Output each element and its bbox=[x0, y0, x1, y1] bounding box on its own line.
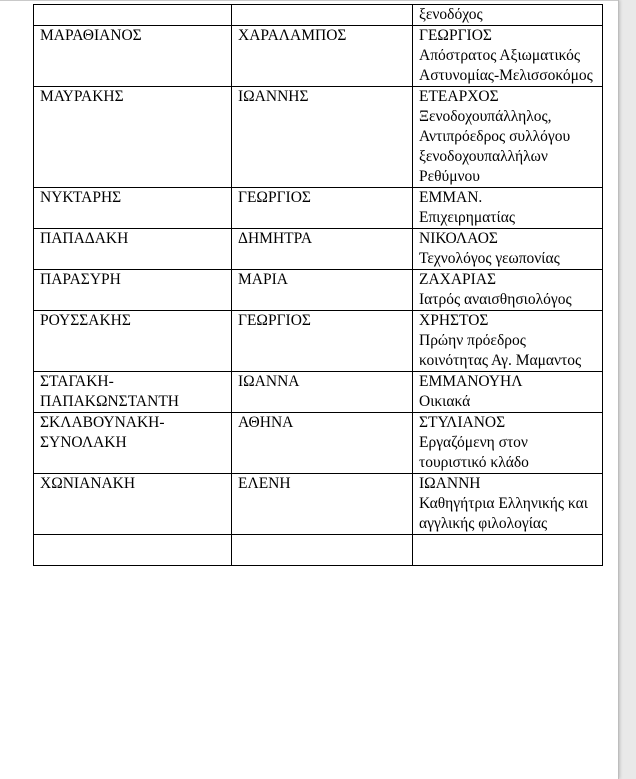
surname-cell bbox=[34, 188, 232, 229]
first-name-cell bbox=[232, 5, 413, 26]
occupation-text: Απόστρατος Αξιωματικός Αστυνομίας-Μελισσοκόμος bbox=[419, 47, 593, 84]
first-name-cell bbox=[232, 474, 413, 535]
father-name-text: ΕΜΜΑΝ. bbox=[419, 189, 483, 206]
table-row-partial bbox=[34, 535, 603, 566]
surname-text: ΠΑΠΑΔΑΚΗ bbox=[40, 230, 129, 247]
occupation-text: Τεχνολόγος γεωπονίας bbox=[419, 250, 560, 267]
first-name-cell bbox=[232, 372, 413, 413]
first-name-text: ΔΗΜΗΤΡΑ bbox=[238, 230, 313, 247]
father-occupation-cell bbox=[413, 26, 603, 87]
first-name-cell bbox=[232, 270, 413, 311]
first-name-text: ΑΘΗΝΑ bbox=[238, 414, 294, 431]
table-row bbox=[34, 229, 603, 270]
father-name-text: ΖΑΧΑΡΙΑΣ bbox=[419, 271, 497, 288]
surname-cell bbox=[34, 26, 232, 87]
first-name-text: ΙΩΑΝΝΗΣ bbox=[238, 88, 309, 105]
father-occupation-cell bbox=[413, 87, 603, 188]
table-row bbox=[34, 5, 603, 26]
surname-text: ΜΑΡΑΘΙΑΝΟΣ bbox=[40, 27, 142, 44]
father-name-text: ΓΕΩΡΓΙΟΣ bbox=[419, 27, 492, 44]
occupation-text: Ξενοδοχουπάλληλος, Αντιπρόεδρος συλλόγου ξενοδοχουπαλλήλων Ρεθύμνου bbox=[419, 108, 571, 185]
surname-cell bbox=[34, 474, 232, 535]
father-occupation-cell bbox=[413, 188, 603, 229]
surname-cell bbox=[34, 413, 232, 474]
surname-text: ΜΑΥΡΑΚΗΣ bbox=[40, 88, 124, 105]
occupation-text: Καθηγήτρια Ελληνικής και αγγλικής φιλολογίας bbox=[419, 495, 588, 532]
table-row bbox=[34, 474, 603, 535]
table-row bbox=[34, 311, 603, 372]
page-top-rule bbox=[0, 0, 618, 1]
candidates-table bbox=[33, 4, 603, 566]
surname-cell bbox=[34, 372, 232, 413]
father-occupation-cell bbox=[413, 311, 603, 372]
first-name-text: ΙΩΑΝΝΑ bbox=[238, 373, 300, 390]
table-row bbox=[34, 188, 603, 229]
father-name-text: ΧΡΗΣΤΟΣ bbox=[419, 312, 489, 329]
occupation-text: Πρώην πρόεδρος κοινότητας Αγ. Μαμαντος bbox=[419, 332, 582, 369]
first-name-text: ΓΕΩΡΓΙΟΣ bbox=[238, 189, 311, 206]
first-name-cell bbox=[232, 26, 413, 87]
table-row bbox=[34, 372, 603, 413]
occupation-text: Οικιακά bbox=[419, 393, 471, 410]
surname-text: ΝΥΚΤΑΡΗΣ bbox=[40, 189, 122, 206]
first-name-cell bbox=[232, 311, 413, 372]
first-name-text: ΕΛΕΝΗ bbox=[238, 475, 291, 492]
surname-cell bbox=[34, 535, 232, 566]
occupation-text: Εργαζόμενη στον τουριστικό κλάδο bbox=[419, 434, 529, 471]
father-occupation-cell bbox=[413, 535, 603, 566]
father-occupation-cell bbox=[413, 413, 603, 474]
surname-cell bbox=[34, 311, 232, 372]
table-row bbox=[34, 87, 603, 188]
first-name-cell bbox=[232, 535, 413, 566]
first-name-text: ΧΑΡΑΛΑΜΠΟΣ bbox=[238, 27, 347, 44]
occupation-text: Ιατρός αναισθησιολόγος bbox=[419, 291, 572, 308]
surname-text: ΠΑΡΑΣΥΡΗ bbox=[40, 271, 121, 288]
surname-cell bbox=[34, 5, 232, 26]
surname-cell bbox=[34, 270, 232, 311]
surname-text: ΡΟΥΣΣΑΚΗΣ bbox=[40, 312, 131, 329]
table-row bbox=[34, 270, 603, 311]
first-name-text: ΓΕΩΡΓΙΟΣ bbox=[238, 312, 311, 329]
first-name-cell bbox=[232, 413, 413, 474]
father-name-text: ΕΤΕΑΡΧΟΣ bbox=[419, 88, 499, 105]
father-name-text: ΕΜΜΑΝΟΥΗΛ bbox=[419, 373, 523, 390]
occupation-text: ξενοδόχος bbox=[419, 6, 483, 23]
table-row bbox=[34, 26, 603, 87]
father-name-text: ΝΙΚΟΛΑΟΣ bbox=[419, 230, 498, 247]
table-row bbox=[34, 413, 603, 474]
father-name-text: ΣΤΥΛΙΑΝΟΣ bbox=[419, 414, 506, 431]
surname-text: ΣΤΑΓΑΚΗ-ΠΑΠΑΚΩΝΣΤΑΝΤΗ bbox=[40, 373, 179, 410]
first-name-text: ΜΑΡΙΑ bbox=[238, 271, 288, 288]
first-name-cell bbox=[232, 229, 413, 270]
father-occupation-cell bbox=[413, 5, 603, 26]
father-occupation-cell bbox=[413, 474, 603, 535]
surname-text: ΧΩΝΙΑΝΑΚΗ bbox=[40, 475, 136, 492]
surname-cell bbox=[34, 87, 232, 188]
first-name-cell bbox=[232, 188, 413, 229]
surname-text: ΣΚΛΑΒΟΥΝΑΚΗ-ΣΥΝΟΛΑΚΗ bbox=[40, 414, 165, 451]
occupation-text: Επιχειρηματίας bbox=[419, 209, 515, 226]
father-occupation-cell bbox=[413, 270, 603, 311]
surname-cell bbox=[34, 229, 232, 270]
father-name-text: ΙΩΑΝΝΗ bbox=[419, 475, 481, 492]
first-name-cell bbox=[232, 87, 413, 188]
father-occupation-cell bbox=[413, 229, 603, 270]
father-occupation-cell bbox=[413, 372, 603, 413]
